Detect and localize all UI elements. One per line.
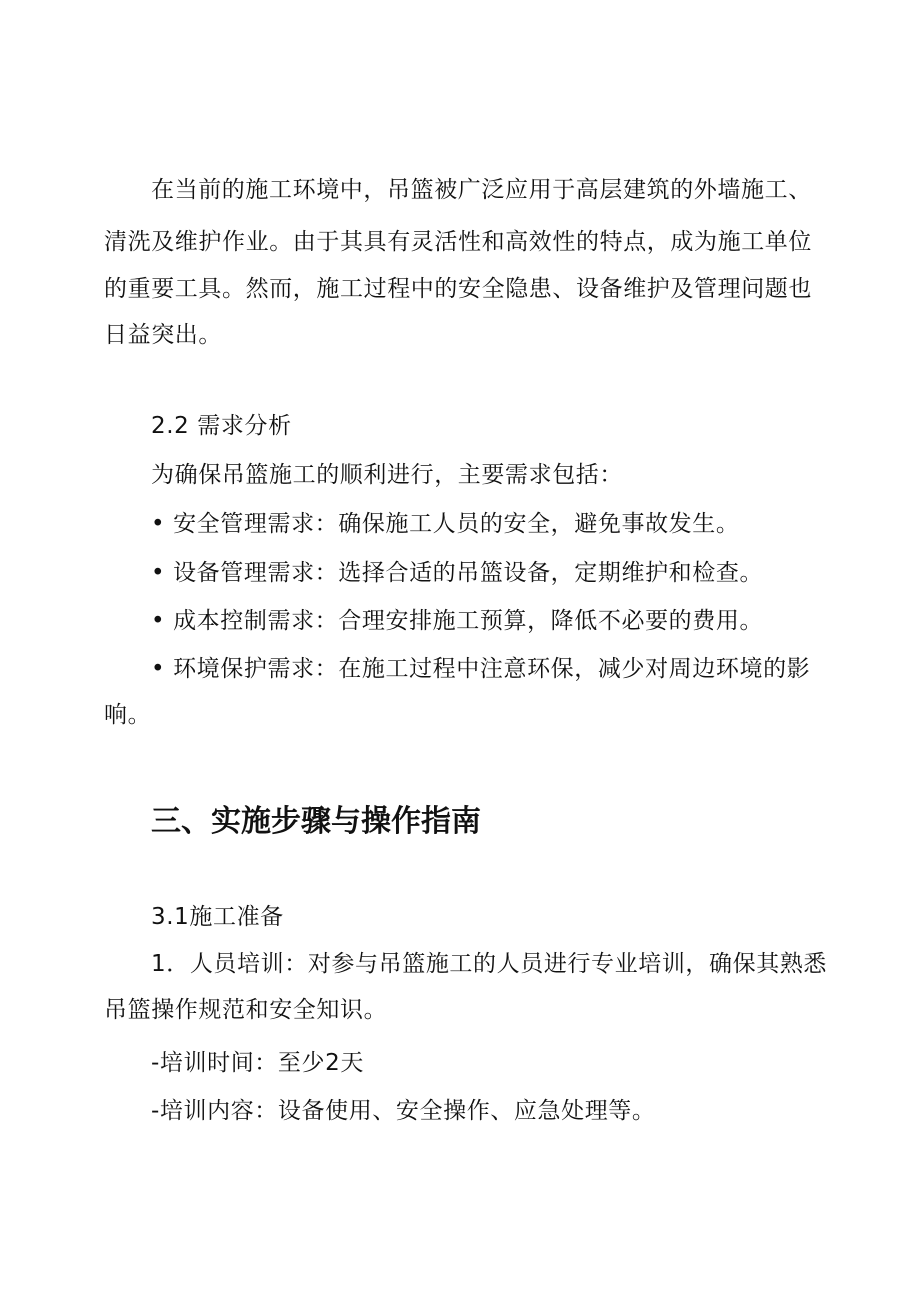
requirement-item-equipment: • 设备管理需求：选择合适的吊篮设备，定期维护和检查。 xyxy=(151,560,764,586)
training-item-line-1: 1．人员培训：对参与吊篮施工的人员进行专业培训，确保其熟悉 xyxy=(151,951,828,977)
section-2-2-heading: 2.2 需求分析 xyxy=(151,413,292,439)
section-2-2-lead: 为确保吊篮施工的顺利进行，主要需求包括： xyxy=(151,462,623,488)
intro-line-4: 日益突出。 xyxy=(104,322,222,348)
training-content: -培训内容：设备使用、安全操作、应急处理等。 xyxy=(151,1098,656,1124)
chapter-3-heading: 三、实施步骤与操作指南 xyxy=(151,804,481,839)
intro-line-2: 清洗及维护作业。由于其具有灵活性和高效性的特点，成为施工单位 xyxy=(104,229,812,255)
intro-line-1: 在当前的施工环境中，吊篮被广泛应用于高层建筑的外墙施工、 xyxy=(151,177,812,203)
requirement-item-environment: • 环境保护需求：在施工过程中注意环保，减少对周边环境的影 xyxy=(151,656,811,682)
intro-line-3: 的重要工具。然而，施工过程中的安全隐患、设备维护及管理问题也 xyxy=(104,276,812,302)
training-duration: -培训时间：至少2天 xyxy=(151,1050,364,1076)
section-3-1-heading: 3.1施工准备 xyxy=(151,904,284,930)
training-item-line-2: 吊篮操作规范和安全知识。 xyxy=(104,997,388,1023)
requirement-item-safety: • 安全管理需求：确保施工人员的安全，避免事故发生。 xyxy=(151,511,740,537)
requirement-item-environment-continuation: 响。 xyxy=(104,702,152,728)
requirement-item-cost: • 成本控制需求：合理安排施工预算，降低不必要的费用。 xyxy=(151,608,764,634)
